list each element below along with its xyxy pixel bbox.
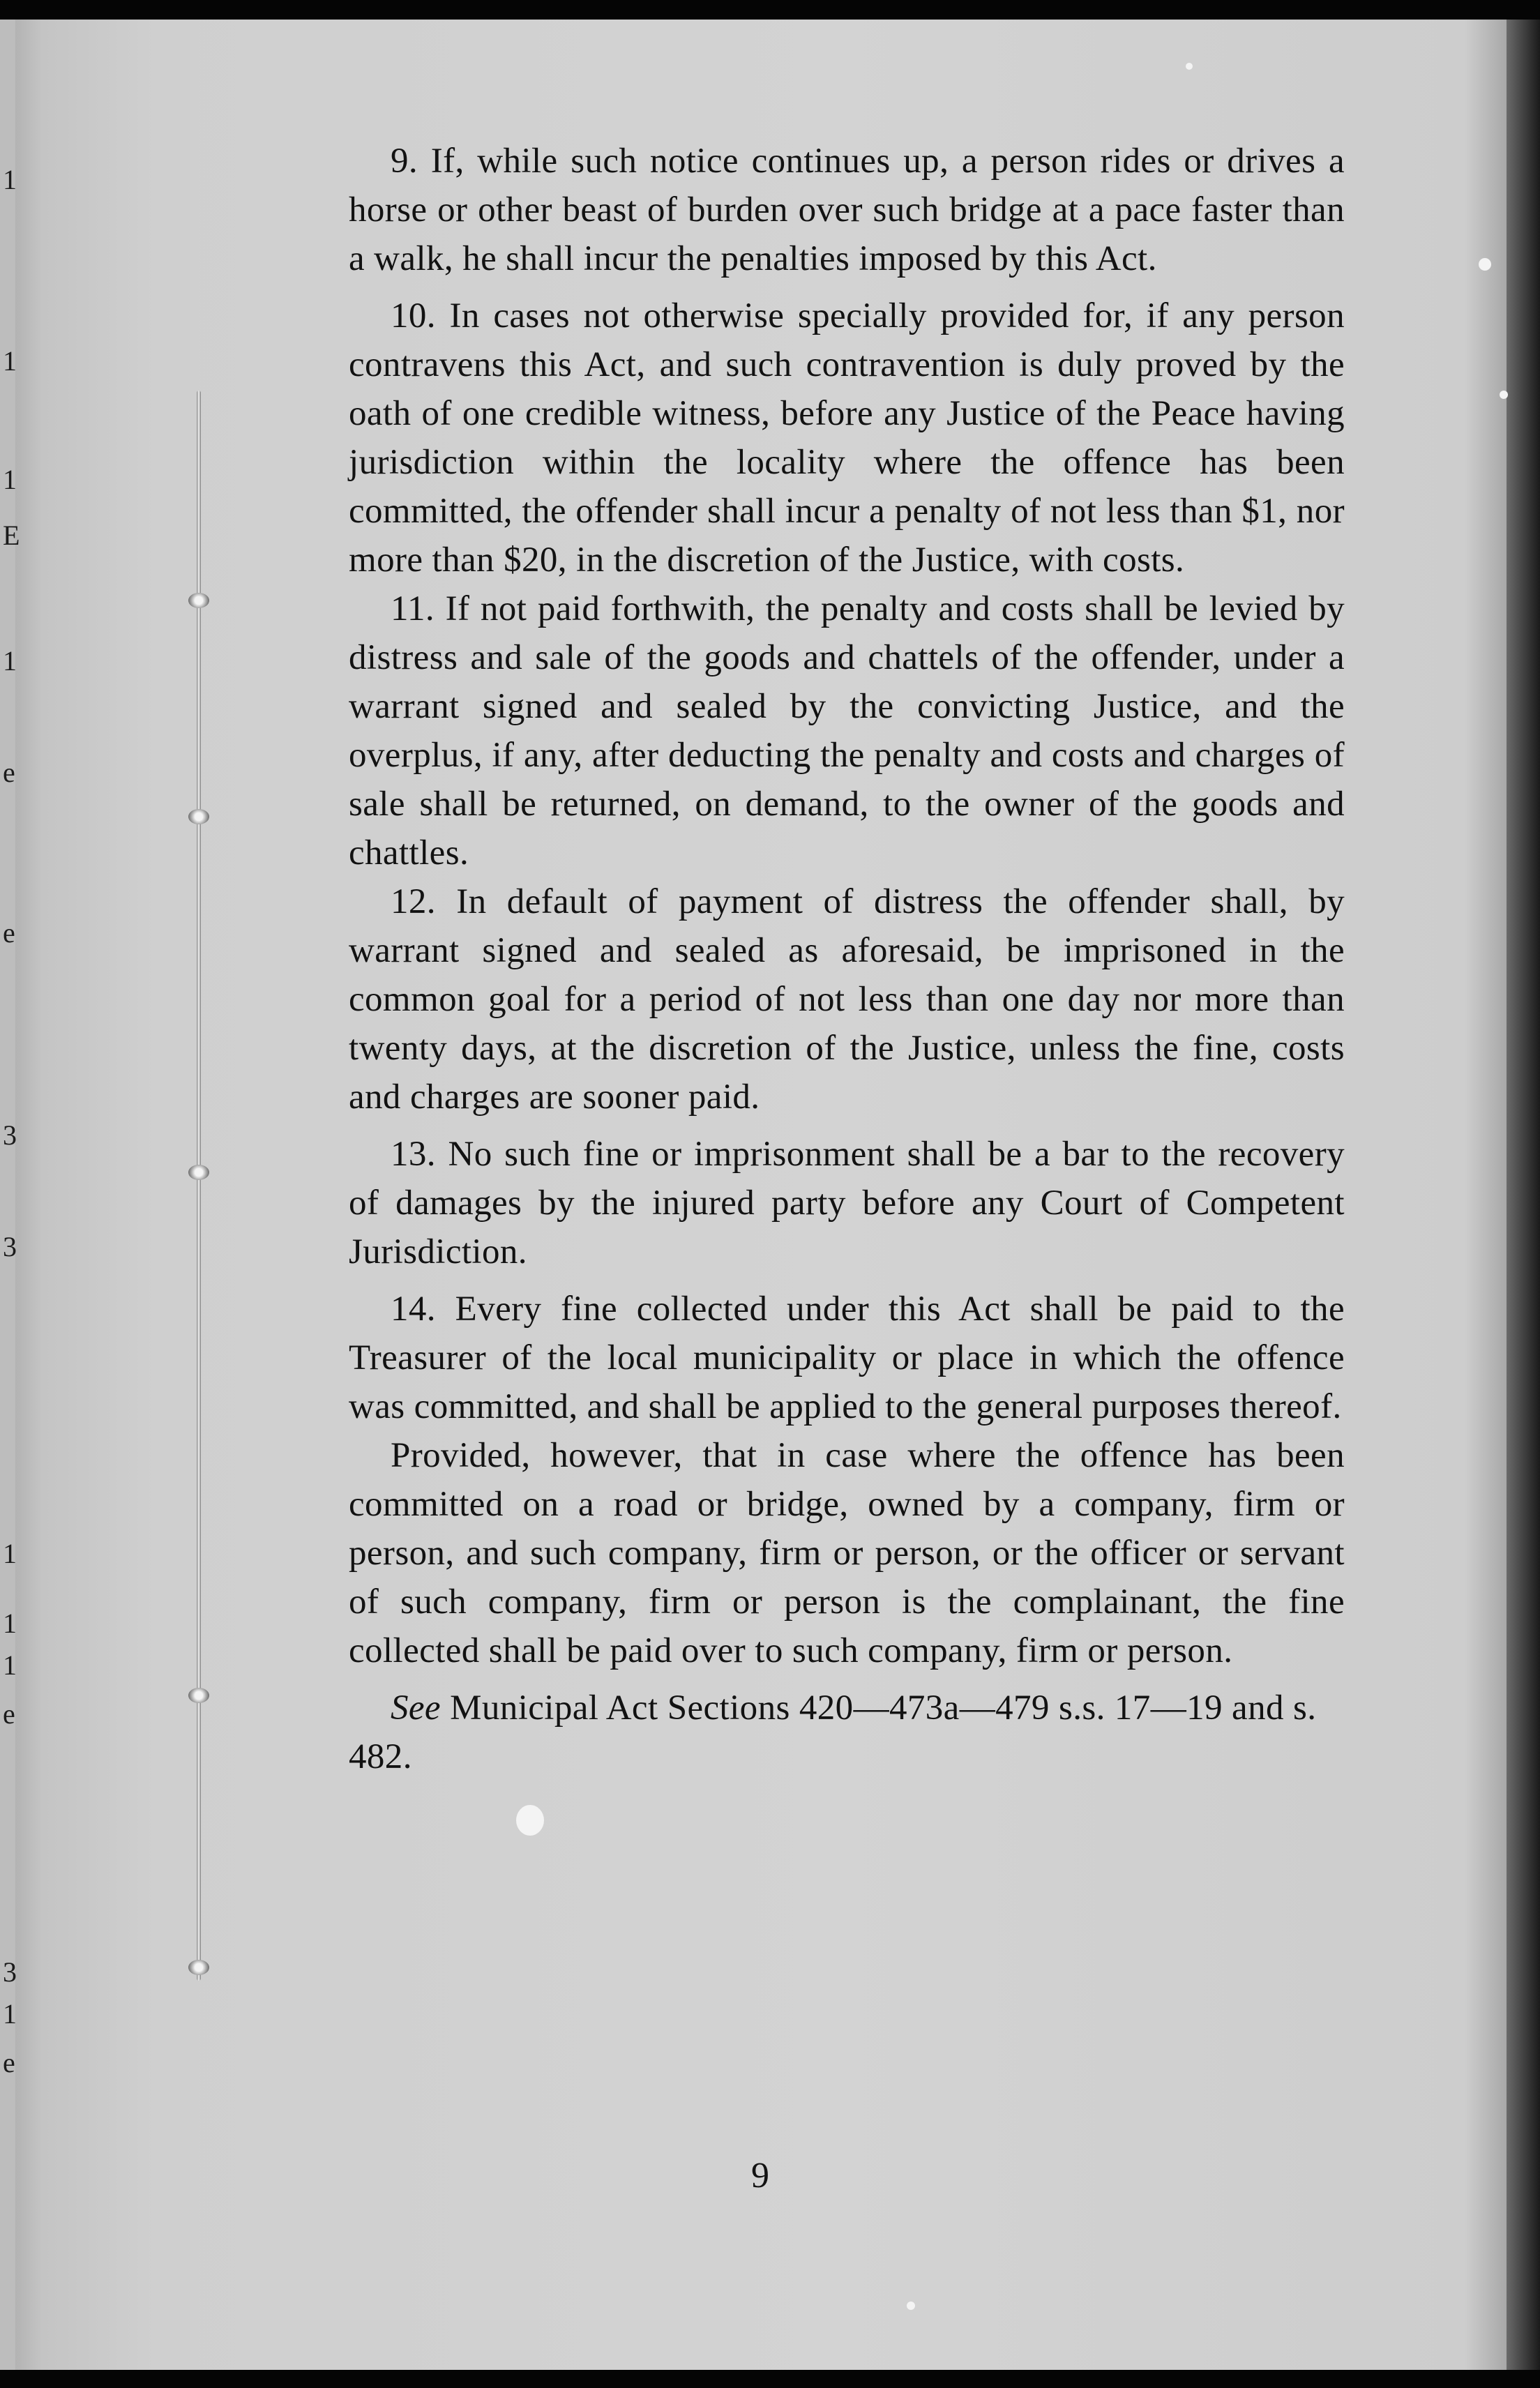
margin-fragment: e — [3, 757, 15, 788]
margin-fragment: 1 — [3, 345, 17, 377]
margin-fragment: 1 — [3, 1649, 17, 1681]
margin-fragment: 1 — [3, 1998, 17, 2030]
margin-fragment: 1 — [3, 1538, 17, 1569]
paper-speck — [1500, 391, 1508, 399]
paper-speck — [907, 2302, 915, 2310]
binding-knot — [188, 593, 209, 608]
see-reference-text: Municipal Act Sections 420—473a—479 s.s. 17—19 and s. 482. — [349, 1688, 1317, 1776]
section-12-paragraph: 12. In default of payment of distress the offender shall, by warrant signed and sealed as aforesaid, be imprisoned in the common goal for a period of not less than one day nor more than twenty days, at the discretion of the Justice, unless the fine, costs and charges are sooner paid. — [349, 882, 1345, 1117]
statute-text — [349, 137, 1345, 1781]
page-edge-shadow — [1507, 20, 1540, 2370]
margin-fragment: e — [3, 2047, 15, 2078]
section-9-paragraph: 9. If, while such notice continues up, a person rides or drives a horse or other beast of burden over such bridge at a pace faster than a walk, he shall incur the penalties imposed by this Act. — [349, 142, 1345, 278]
binding-knot — [188, 1688, 209, 1703]
margin-fragment: 1 — [3, 1608, 17, 1639]
see-reference — [349, 1684, 1345, 1781]
paper-speck — [1479, 258, 1491, 271]
margin-fragment: E — [3, 520, 20, 551]
margin-fragment: 1 — [3, 164, 17, 195]
binding-knot — [188, 809, 209, 824]
binding-knot — [188, 1165, 209, 1180]
margin-fragment: e — [3, 917, 15, 949]
margin-fragment: 3 — [3, 1956, 17, 1988]
binding-thread — [197, 391, 201, 1981]
margin-fragment: 3 — [3, 1119, 17, 1151]
page-number: 9 — [751, 2156, 769, 2196]
see-reference-italic: See — [391, 1688, 441, 1728]
paper-speck — [1186, 63, 1193, 70]
binding-stitch — [187, 391, 211, 1981]
margin-fragment: 1 — [3, 464, 17, 495]
margin-fragment: 1 — [3, 645, 17, 677]
margin-fragment: e — [3, 1698, 15, 1730]
facing-page-edge — [0, 20, 20, 2370]
margin-fragment: 3 — [3, 1231, 17, 1262]
proviso-paragraph: Provided, however, that in case where the offence has been committed on a road or bridge, owned by a company, firm or person, and such company, firm or person, or the officer or servant of such company, firm or person is the complainant, the fine collected shall be paid over to such company, firm or person. — [349, 1436, 1345, 1670]
paper-speck — [516, 1805, 544, 1836]
section-14-paragraph: 14. Every fine collected under this Act shall be paid to the Treasurer of the local municipality or place in which the offence was committed, and shall be applied to the general purposes thereof. — [349, 1290, 1345, 1426]
section-10-paragraph: 10. In cases not otherwise specially provided for, if any person contravens this Act, and such contravention is duly proved by the oath of one credible witness, before any Justice of the Peace having jurisdiction within the locality where the offence has been committed, the offender shall incur a penalty of not less than $1, nor more than $20, in the discretion of the Justice, with costs. — [349, 296, 1345, 580]
binding-knot — [188, 1960, 209, 1975]
section-11-paragraph: 11. If not paid forthwith, the penalty and costs shall be levied by distress and sale of the goods and chattels of the offender, under a warrant signed and sealed by the convicting Justice, and the overplus, if any, after deducting the penalty and costs and charges of sale shall be returned, on demand, to the owner of the goods and chattles. — [349, 589, 1345, 872]
section-13-paragraph: 13. No such fine or imprisonment shall be a bar to the recovery of damages by the injured party before any Court of Competent Jurisdiction. — [349, 1135, 1345, 1271]
